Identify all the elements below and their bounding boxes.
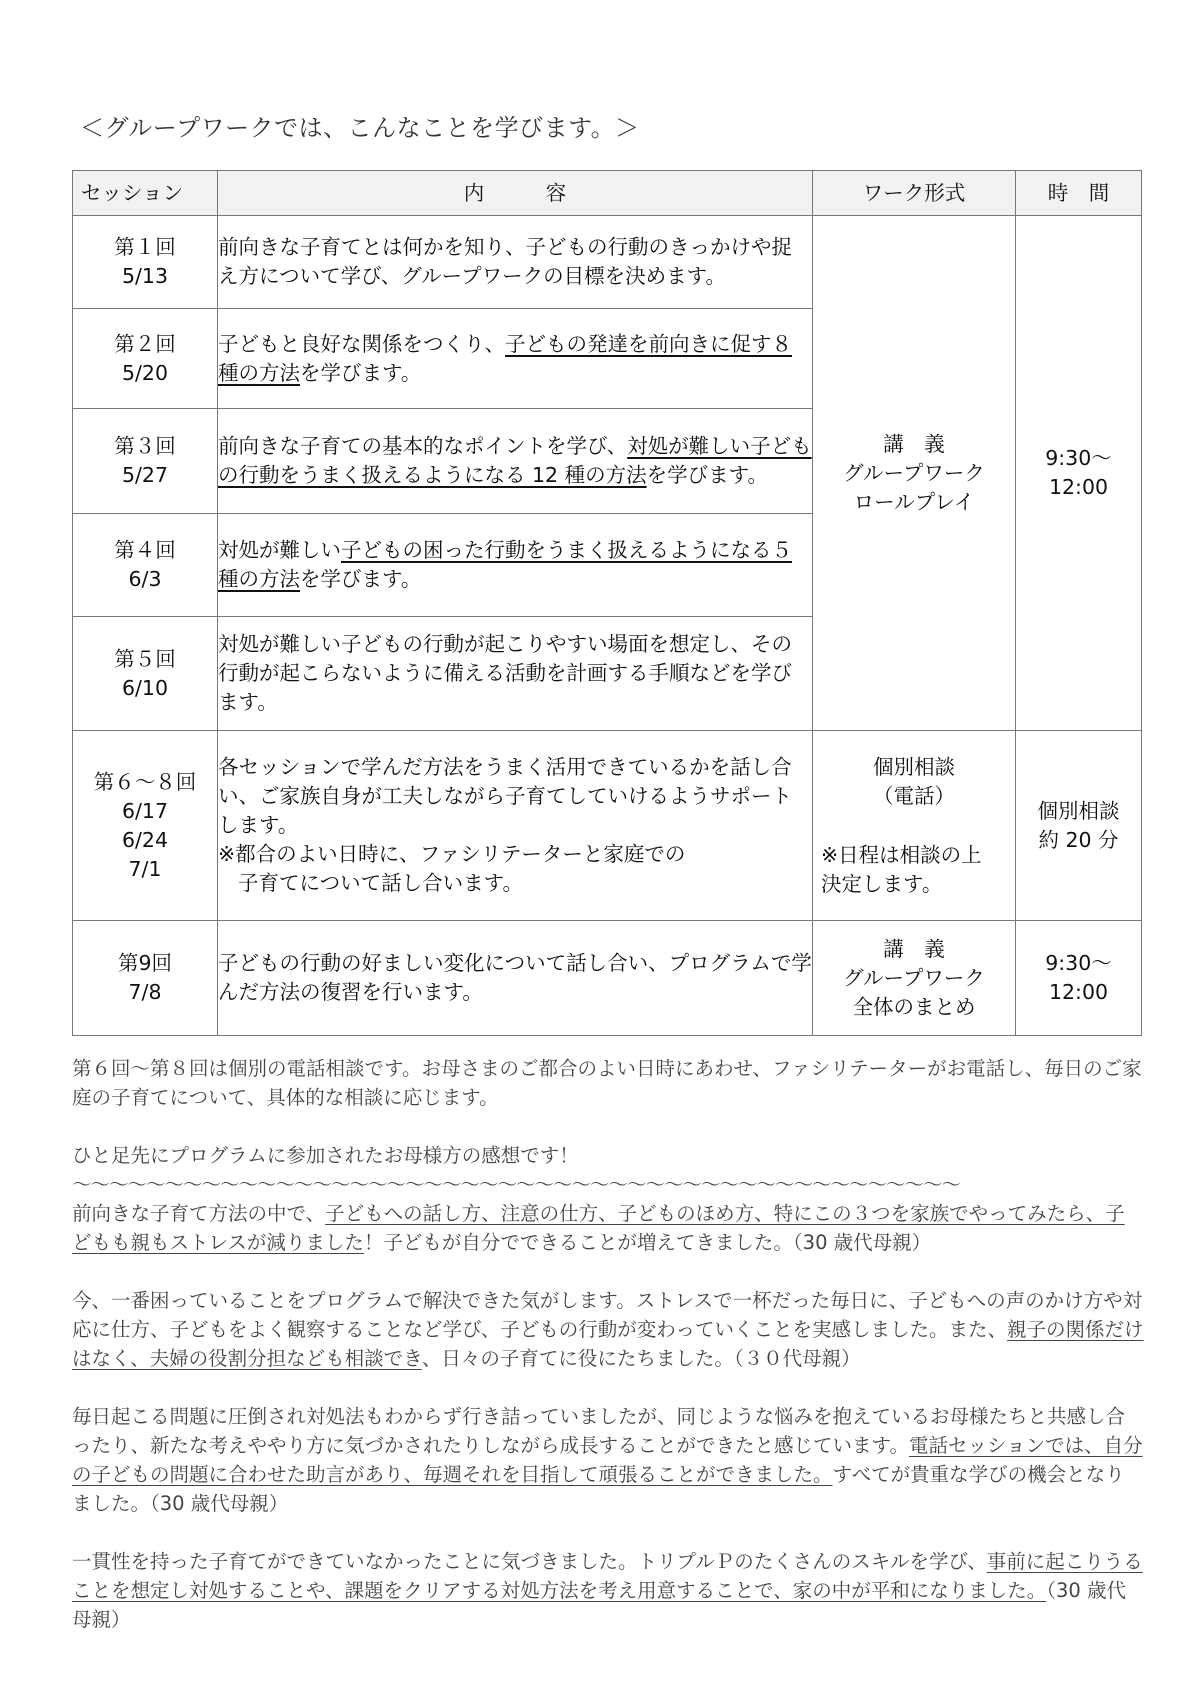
header-session: セッション <box>73 171 218 216</box>
content-cell: 子どもの行動の好ましい変化について話し合い、プログラムで学んだ方法の復習を行います。 <box>218 921 813 1036</box>
testimonial-underlined: 子どもへの話し方、注意の仕方、子どものほめ方、特にこの３つを家族でやってみたら、子どもも親もストレスが減りました <box>72 1202 1125 1254</box>
content-note: 子育てについて話し合います。 <box>238 871 523 895</box>
session-label: 第9回 <box>117 951 173 975</box>
content-cell: 前向きな子育てとは何かを知り、子どもの行動のきっかけや捉え方について学び、グループワークの目標を決めます。 <box>218 216 813 309</box>
session-date: 5/27 <box>121 463 169 487</box>
testimonial-text: すべてが貴重な学びの機会となりました。（30 歳代母親） <box>72 1463 1125 1515</box>
testimonial-underlined: 事前に起こりうることを想定し対処することや、課題をクリアする対処方法を考え用意することで、家の中が平和になりました。 <box>72 1550 1143 1602</box>
testimonial-text: ！子どもが自分でできることが増えてきました。（30 歳代母親） <box>363 1231 932 1254</box>
content-text: 子どもと良好な関係をつくり、 <box>218 331 505 356</box>
content-cell <box>218 514 813 617</box>
session-label: 第１回 <box>114 235 176 259</box>
table-row <box>73 921 1142 1036</box>
time-line: 9:30～ <box>1045 446 1112 470</box>
testimonial-4 <box>72 1547 1144 1634</box>
session-cell <box>73 216 218 309</box>
format-note: ※日程は相談の上 <box>821 842 982 867</box>
session-label: 第２回 <box>114 331 176 356</box>
format-line: 全体のまとめ <box>852 994 976 1019</box>
testimonial-text: 前向きな子育て方法の中で、 <box>72 1202 326 1225</box>
table-row <box>73 731 1142 921</box>
testimonial-text: 一貫性を持った子育てができていなかったことに気づきました。トリプルＰのたくさんのスキルを学び、 <box>72 1550 987 1573</box>
session-cell <box>73 514 218 617</box>
session-label: 第６～８回 <box>93 769 197 794</box>
format-line: （電話） <box>873 783 955 808</box>
session-cell <box>73 921 218 1036</box>
header-content: 内 容 <box>218 171 813 216</box>
time-line: 約 20 分 <box>1038 827 1119 852</box>
format-line: 個別相談 <box>873 754 955 779</box>
header-time: 時 間 <box>1016 171 1142 216</box>
time-line: 12:00 <box>1048 475 1109 499</box>
session-label: 第３回 <box>114 434 176 458</box>
session-label: 第５回 <box>114 646 176 671</box>
content-text: を学びます。 <box>300 360 422 385</box>
table-row <box>73 216 1142 309</box>
testimonial-text: （30 歳代母親） <box>72 1579 1126 1631</box>
content-underlined: 子どもの困った行動をうまく扱えるようになる５種の方法 <box>218 538 792 591</box>
header-format: ワーク形式 <box>813 171 1016 216</box>
time-line: 12:00 <box>1048 980 1109 1004</box>
session-date: 6/3 <box>128 567 162 591</box>
time-cell <box>1016 921 1142 1036</box>
format-line: グループワーク <box>843 965 985 990</box>
session-date: 5/20 <box>121 360 169 385</box>
intro-paragraph: 第６回～第８回は個別の電話相談です。お母さまのご都合のよい日時にあわせ、ファシリテーターがお電話し、毎日のご家庭の子育てについて、具体的な相談に応じます。 <box>72 1057 1142 1109</box>
content-note: ※都合のよい日時に、ファシリテーターと家庭での <box>218 842 686 866</box>
time-line: 個別相談 <box>1037 798 1120 823</box>
format-line: 講 義 <box>883 431 945 456</box>
format-note: 決定します。 <box>821 871 943 896</box>
table-header-row <box>73 171 1142 216</box>
testimonial-text: 、日々の子育てに役にたちました。（３０代母親） <box>421 1347 861 1370</box>
format-cell <box>813 731 1016 921</box>
testimonial-2 <box>72 1286 1144 1373</box>
session-date: 7/8 <box>128 980 162 1004</box>
content-cell: 対処が難しい子どもの行動が起こりやすい場面を想定し、その行動が起こらないように備える活動を計画する手順などを学びます。 <box>218 617 813 731</box>
wave-divider: ～～～～～～～～～～～～～～～～～～～～～～～～～～～～～～～～～～～～～～～～～～～～～～～～ <box>72 1173 961 1196</box>
session-date: 5/13 <box>121 264 169 288</box>
content-underlined: 子どもの発達を前向きに促す８種の方法 <box>218 331 792 385</box>
content-underlined: 対処が難しい子どもの行動をうまく扱えるようになる 12 種の方法 <box>218 434 812 487</box>
session-schedule-table <box>72 170 1142 1036</box>
testimonial-underlined: 電話セッションでは、自分の子どもの問題に合わせた助言があり、毎週それを目指して頑張ることができました。 <box>72 1434 1143 1486</box>
format-cell <box>813 216 1016 731</box>
content-text: を学びます。 <box>300 567 422 591</box>
session-date: 6/24 <box>121 827 169 852</box>
format-line: ロールプレイ <box>853 489 975 514</box>
page-heading: ＜グループワークでは、こんなことを学びます。＞ <box>80 114 640 142</box>
content-text: を学びます。 <box>646 463 768 487</box>
format-line: 講 義 <box>883 936 945 961</box>
testimonial-3 <box>72 1402 1144 1518</box>
session-date: 6/10 <box>121 675 169 700</box>
session-date: 6/17 <box>121 798 169 823</box>
time-line: 9:30～ <box>1045 951 1112 975</box>
session-cell <box>73 409 218 514</box>
session-label: 第４回 <box>114 538 176 562</box>
time-cell <box>1016 731 1142 921</box>
content-cell <box>218 309 813 409</box>
testimonial-text: 毎日起こる問題に圧倒され対処法もわからず行き詰っていましたが、同じような悩みを抱えているお母様たちと共感し合ったり、新たな考えややり方に気づかされたりしながら成長することができたと感じています。 <box>72 1405 1126 1457</box>
testimonial-underlined: 親子の関係だけはなく、夫婦の役割分担なども相談でき <box>72 1318 1144 1370</box>
session-cell <box>73 617 218 731</box>
content-text: 前向きな子育ての基本的なポイントを学び、 <box>218 434 628 458</box>
session-cell <box>73 731 218 921</box>
content-text: 対処が難しい <box>218 538 341 562</box>
session-cell <box>73 309 218 409</box>
notes-section <box>72 1054 1144 1634</box>
session-date: 7/1 <box>128 856 162 881</box>
time-cell <box>1016 216 1142 731</box>
format-line: グループワーク <box>843 460 985 485</box>
content-text: 各セッションで学んだ方法をうまく活用できているかを話し合い、ご家族自身が工夫しながら子育てしていけるようサポートします。 <box>218 755 792 837</box>
content-cell <box>218 731 813 921</box>
content-cell <box>218 409 813 514</box>
testimonial-text: 今、一番困っていることをプログラムで解決できた気がします。ストレスで一杯だった毎日に、子どもへの声のかけ方や対応に仕方、子どもをよく観察することなど学び、子どもの行動が変わっていくことを実感しました。また、 <box>72 1289 1143 1341</box>
testimonial-1 <box>72 1199 1144 1257</box>
format-cell <box>813 921 1016 1036</box>
voices-title: ひと足先にプログラムに参加されたお母様方の感想です！ <box>72 1144 579 1167</box>
